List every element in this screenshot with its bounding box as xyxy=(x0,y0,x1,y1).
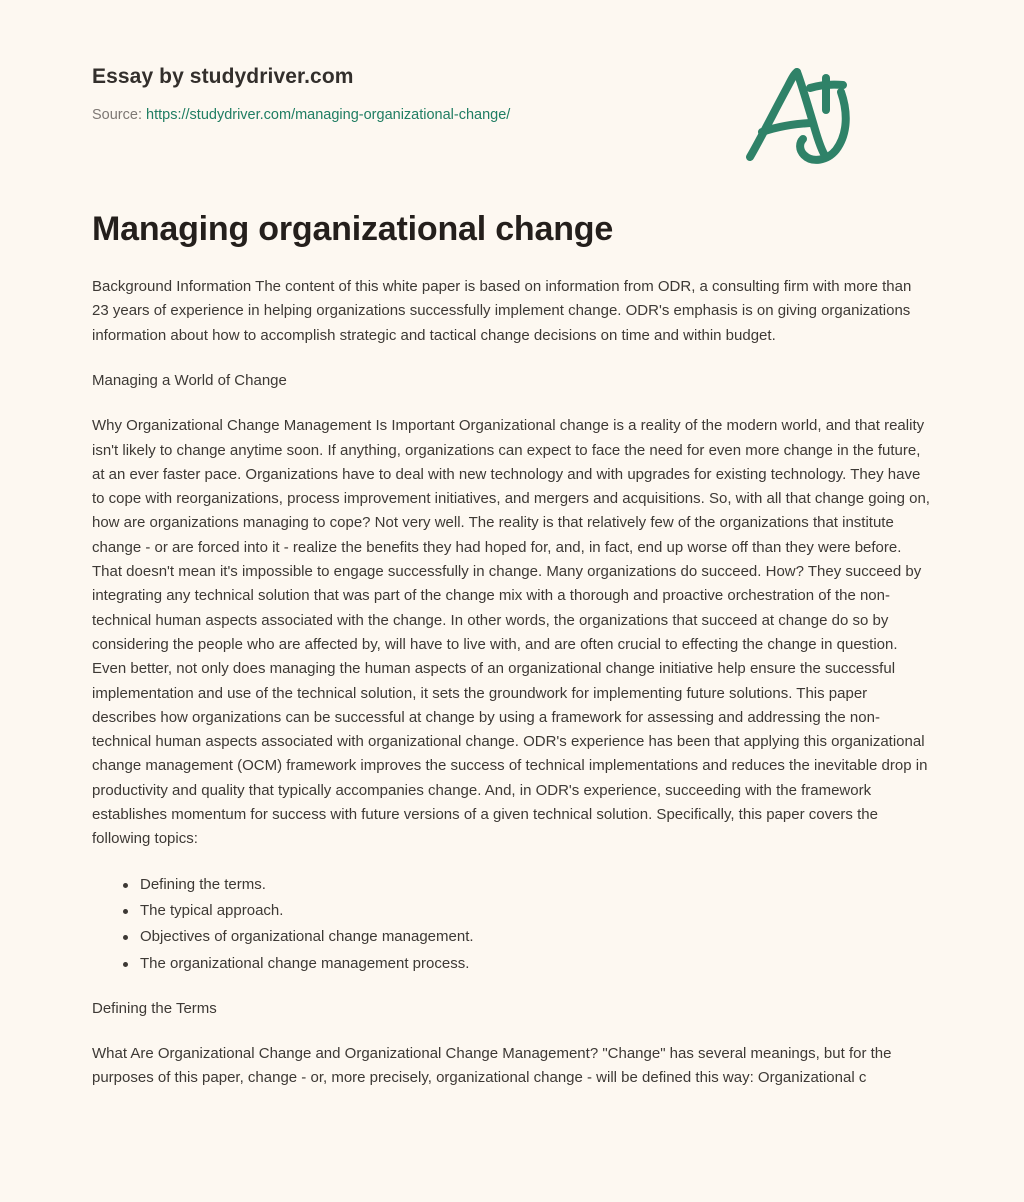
list-item: The typical approach. xyxy=(140,899,932,923)
section-heading-defining-the-terms: Defining the Terms xyxy=(92,999,217,1017)
list-item: Objectives of organizational change management. xyxy=(140,925,932,949)
paragraph-why-ocm-important: Why Organizational Change Management Is Important Organizational change is a reality of the modern world, and that reality isn't likely to change anytime soon. If anything, organizations can expect to face the need for even more change in the future, at an ever faster pace. Organizations have to deal with new technology and with upgrades for existing technology. They have to cope with reorganizations, process improvement initiatives, and mergers and acquisitions. So, with all that change going on, how are organizations managing to cope? Not very well. The reality is that relatively few of the organizations that institute change - or are forced into it - realize the benefits they had hoped for, and, in fact, end up worse off than they were before. That doesn't mean it's impossible to engage successfully in change. Many organizations do succeed. How? They succeed by integrating any technical solution that was part of the change mix with a thorough and proactive orchestration of the non-technical human aspects associated with the change. In other words, the organizations that succeed at change do so by considering the people who are affected by, will have to live with, and are often crucial to effecting the change in question. Even better, not only does managing the human aspects of an organizational change initiative help ensure the successful implementation and use of the technical solution, it sets the groundwork for implementing future solutions. This paper describes how organizations can be successful at change by using a framework for assessing and addressing the non-technical human aspects associated with organizational change. ODR's experience has been that applying this organizational change management (OCM) framework improves the success of technical implementations and reduces the inevitable drop in productivity and quality that typically accompanies change. And, in ODR's experience, succeeding with the framework establishes momentum for success with future versions of a given technical solution. Specifically, this paper covers the following topics: xyxy=(92,417,930,848)
document-header xyxy=(92,0,932,124)
list-item: The organizational change management process. xyxy=(140,952,932,976)
page-title: Managing organizational change xyxy=(92,210,614,248)
section-heading-managing-a-world-of-change: Managing a World of Change xyxy=(92,371,287,389)
paragraph-defining-terms-body: What Are Organizational Change and Organizational Change Management? "Change" has several meanings, but for the purposes of this paper, change - or, more precisely, organizational change - will be defined this way: Organizational c xyxy=(92,1045,892,1087)
source-url-link[interactable]: https://studydriver.com/managing-organizational-change/ xyxy=(146,107,511,124)
studydriver-a-plus-logo-icon xyxy=(738,60,858,170)
paragraph-background: Background Information The content of this white paper is based on information from ODR, a consulting firm with more than 23 years of experience in helping organizations successfully implement change. ODR's emphasis is on giving organizations information about how to accomplish strategic and tactical change decisions on time and within budget. xyxy=(92,278,912,344)
topics-list xyxy=(92,873,932,976)
source-label: Source: xyxy=(92,107,142,124)
essay-byline: Essay by studydriver.com xyxy=(92,65,354,88)
list-item: Defining the terms. xyxy=(140,873,932,897)
document-body xyxy=(92,249,932,1091)
